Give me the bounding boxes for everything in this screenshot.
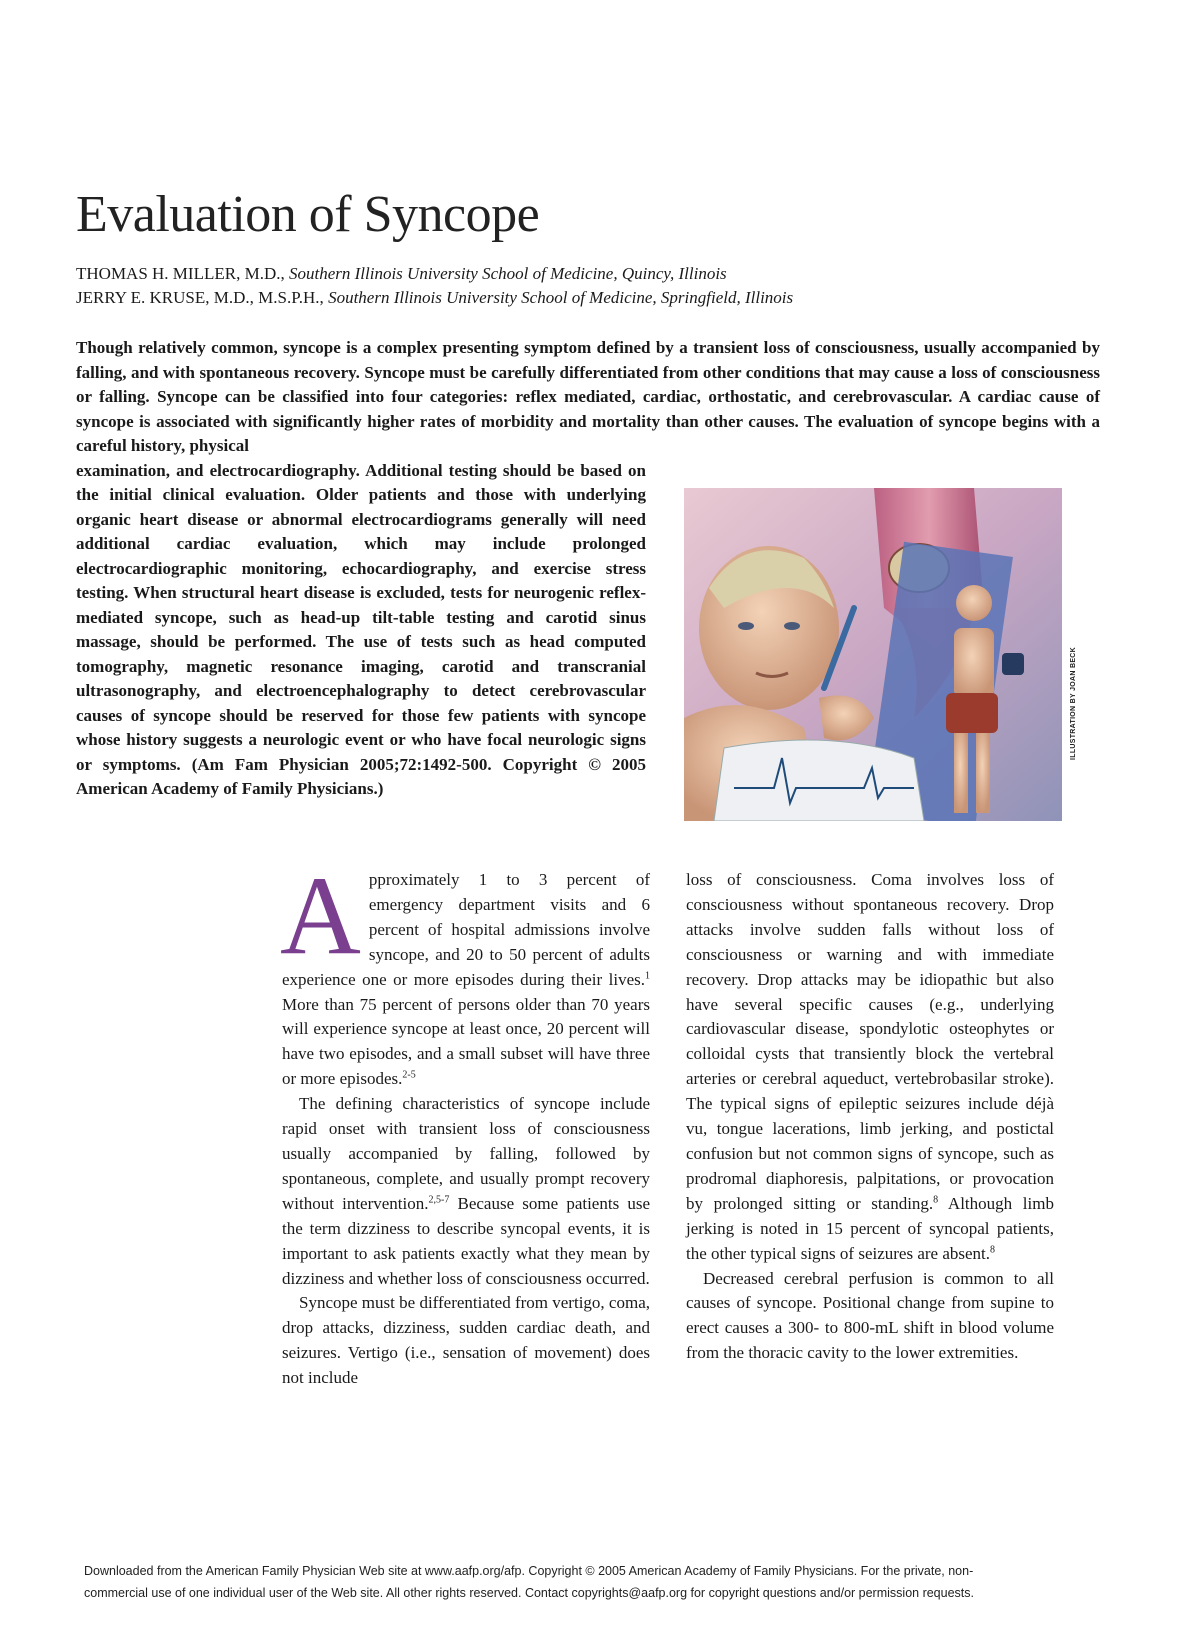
body-paragraph-4: Decreased cerebral perfusion is common to all causes of syncope. Positional change from supine to erect causes a 300- to 800-mL shift in blood volume from the thoracic cavity to the lower extremities.: [686, 1268, 1054, 1363]
author-1-affiliation: Southern Illinois University School of Medicine, Quincy, Illinois: [288, 264, 727, 283]
body-paragraph-3-continued: loss of consciousness. Coma involves loss of consciousness without spontaneous recovery. Drop attacks involve sudden falls without loss of consciousness or warning and with immediate recovery. Drop attacks may be idiopathic but also have several specific causes (e.g., underlying cardiovascular disease, spondylotic osteophytes or colloidal cysts that transiently block the vertebral arteries or cerebral aqueduct, vertebrobasilar stroke). The typical signs of epileptic seizures include déjà vu, tongue lacerations, limb jerking, and postictal confusion but not common signs of syncope, such as prodromal diaphoresis, palpitations, or provocation by prolonged sitting or standing.$^8$ Although limb jerking is noted in 15 percent of syncopal patients, the other typical signs of seizures are absent.$^8$: [686, 870, 1054, 1263]
illustration-credit: ILLUSTRATION BY JOAN BECK: [1070, 646, 1077, 760]
body-column-left: [280, 854, 651, 1391]
author-2: [76, 286, 1136, 310]
author-2-name: JERRY E. KRUSE, M.D., M.S.P.H.,: [76, 288, 324, 307]
body-column-right: [686, 868, 1054, 1366]
footer-line-2: commercial use of one individual user of the Web site. All other rights reserved. Contact copyrights@aafp.org for copyright questions and/or permission requests.: [84, 1586, 974, 1600]
body-paragraph-2: The defining characteristics of syncope include rapid onset with transient loss of consciousness usually accompanied by falling, followed by spontaneous, complete, and usually prompt recovery without intervention.$^{2,5-7}$ Because some patients use the term dizziness to describe syncopal events, it is important to ask patients exactly what they mean by dizziness and whether loss of consciousness occurred.: [282, 1094, 651, 1288]
article-title: Evaluation of Syncope: [76, 186, 540, 243]
author-1-name: THOMAS H. MILLER, M.D.,: [76, 264, 285, 283]
download-footer: [84, 1560, 1124, 1604]
abstract-text: Though relatively common, syncope is a complex presenting symptom defined by a transient loss of consciousness, usually accompanied by falling, and with spontaneous recovery. Syncope must be carefully differentiated from other conditions that may cause a loss of consciousness or falling. Syncope can be classified into four categories: reflex mediated, cardiac, orthostatic, and cerebrovascular. A cardiac cause of syncope is associated with significantly higher rates of morbidity and mortality than other causes. The evaluation of syncope begins with a careful history, physical: [76, 338, 1100, 455]
body-paragraph-3: Syncope must be differentiated from vertigo, coma, drop attacks, dizziness, sudden cardiac death, and seizures. Vertigo (i.e., sensation of movement) does not include: [282, 1293, 650, 1388]
body-paragraph-1: Approximately 1 to 3 percent of emergency department visits and 6 percent of hospital admissions involve syncope, and 20 to 50 percent of adults experience one or more episodes during their lives.$^1$ More than 75 percent of persons older than 70 years will experience syncope at least once, 20 percent will have two episodes, and a small subset will have three or more episodes.$^{2-5}$: [280, 854, 650, 1089]
drop-cap: A: [280, 854, 361, 978]
author-1: [76, 262, 1136, 286]
p3-continued-text: loss of consciousness. Coma involves loss of consciousness without spontaneous recovery. Drop attacks involve sudden falls without loss of consciousness or warning and with immediate recovery. Drop attacks may be idiopathic but also have several specific causes (e.g., underlying cardiovascular disease, spondylotic osteophytes or colloidal cysts that transiently block the vertebral arteries or cerebral aqueduct, vertebrobasilar stroke). The typical signs of epileptic seizures include déjà vu, tongue lacerations, limb jerking, and postictal confusion but not common signs of syncope, such as prodromal diaphoresis, palpitations, or provocation by prolonged sitting or standing.: [686, 870, 1054, 1213]
footer-line-1: Downloaded from the American Family Physician Web site at www.aafp.org/afp. Copyright © 2005 American Academy of Family Physicians. For the private, non-: [84, 1564, 974, 1578]
author-list: [76, 262, 1136, 310]
cover-illustration: [684, 488, 1062, 821]
abstract-text-continued: examination, and electrocardiography. Additional testing should be based on the initial clinical evaluation. Older patients and those with underlying organic heart disease or abnormal electrocardiograms generally will need additional cardiac evaluation, which may include prolonged electrocardiographic monitoring, echocardiography, and exercise stress testing. When structural heart disease is excluded, tests for neurogenic reflex-mediated syncope, such as head-up tilt-table testing and carotid sinus massage, should be performed. The use of tests such as head computed tomography, magnetic resonance imaging, carotid and transcranial ultrasonography, and electroencephalography to detect cerebrovascular causes of syncope should be reserved for those few patients with syncope whose history suggests a neurologic event or who have focal neurologic signs or symptoms. (Am Fam Physician 2005;72:1492-500. Copyright © 2005 American Academy of Family Physicians.): [76, 460, 646, 798]
author-2-affiliation: Southern Illinois University School of Medicine, Springfield, Illinois: [328, 288, 794, 307]
